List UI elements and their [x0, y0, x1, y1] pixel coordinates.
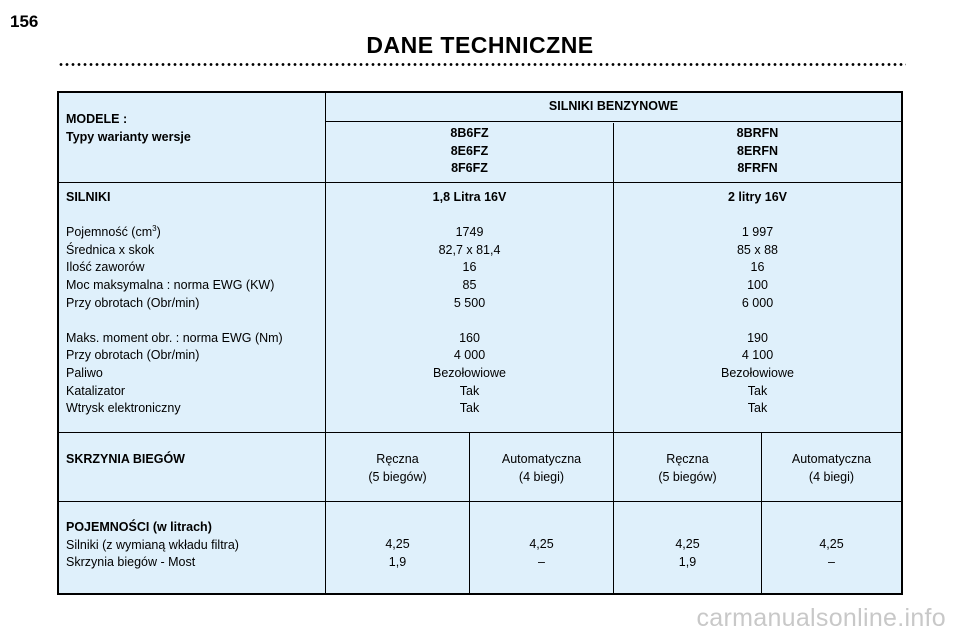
gearbox-type: Automatyczna — [501, 452, 582, 466]
spec-label: Maks. moment obr. : norma EWG (Nm) — [66, 330, 283, 345]
spec-value: 16 — [750, 260, 765, 275]
spec-value: 4 000 — [453, 348, 486, 363]
gearbox-option-cell — [326, 433, 469, 501]
spec-value: Bezołowiowe — [433, 365, 506, 380]
capacity-value: 4,25 — [529, 537, 554, 551]
col2-codes-cell — [614, 123, 901, 182]
capacity-value: 4,25 — [385, 537, 410, 551]
capacity-label: Silniki (z wymianą wkładu filtra) — [66, 537, 239, 552]
engine-col1-cell — [326, 183, 613, 432]
spec-label: Przy obrotach (Obr/min) — [66, 348, 200, 363]
spec-label: Wtrysk elektroniczny — [66, 401, 181, 416]
gearbox-row — [59, 433, 901, 502]
engine-col2-cell — [614, 183, 901, 432]
capacity-label: Skrzynia biegów - Most — [66, 555, 196, 570]
capacity-value: 1,9 — [678, 554, 697, 569]
gearbox-gears: (4 biegi) — [518, 469, 565, 484]
variants-label: Typy warianty wersje — [66, 129, 191, 144]
watermark: carmanualsonline.info — [696, 604, 946, 632]
spec-value: 1 997 — [741, 225, 774, 240]
group-label: SILNIKI BENZYNOWE — [548, 99, 679, 113]
group-label-cell — [326, 93, 901, 122]
capacity-value-cell — [326, 502, 469, 593]
spec-value: Bezołowiowe — [721, 365, 794, 380]
gearbox-option-cell — [614, 433, 761, 501]
spec-value: Tak — [747, 383, 768, 398]
engine-code: 8E6FZ — [450, 143, 489, 158]
gearbox-option-cell — [762, 433, 901, 501]
page-number: 156 — [10, 12, 39, 31]
col1-codes-cell — [326, 123, 613, 182]
spec-value: 160 — [459, 330, 480, 345]
spec-label: Przy obrotach (Obr/min) — [66, 295, 200, 310]
spec-value: Tak — [747, 401, 768, 416]
engine-code: 8B6FZ — [450, 126, 489, 140]
capacity-value-cell — [614, 502, 761, 593]
capacity-value-cell — [470, 502, 613, 593]
spec-value: Tak — [459, 401, 480, 416]
spec-label: Pojemność $(cm^3)$ — [66, 224, 161, 240]
models-cell — [66, 93, 326, 182]
engine-code: 8FRFN — [737, 161, 778, 176]
spec-value: 100 — [747, 277, 768, 292]
spec-label: Moc maksymalna : norma EWG (KW) — [66, 277, 275, 292]
engines-labels-cell — [66, 183, 326, 432]
spec-table — [57, 91, 903, 595]
gearbox-gears: (4 biegi) — [808, 469, 855, 484]
engines-section-label: SILNIKI — [66, 190, 111, 204]
spec-value: 85 — [462, 277, 477, 292]
gearbox-option-cell — [470, 433, 613, 501]
gearbox-gears: (5 biegów) — [658, 469, 717, 484]
spec-value: Tak — [459, 383, 480, 398]
gearbox-label-cell — [66, 433, 326, 501]
gearbox-gears: (5 biegów) — [368, 469, 427, 484]
spec-value: 1749 — [455, 225, 484, 240]
capacity-value: 1,9 — [388, 554, 407, 569]
dotted-rule — [58, 62, 906, 67]
spec-value: 85 x 88 — [736, 242, 778, 257]
capacities-section-label: POJEMNOŚCI (w litrach) — [66, 520, 212, 534]
engine-code: 8ERFN — [737, 143, 778, 158]
spec-value: 16 — [462, 260, 477, 275]
capacity-value: – — [538, 554, 545, 569]
capacity-value: – — [828, 554, 835, 569]
spec-label: Paliwo — [66, 365, 103, 380]
spec-value: 82,7 x 81,4 — [438, 242, 501, 257]
capacities-labels-cell — [66, 502, 326, 593]
engine-name: 2 litry 16V — [727, 190, 788, 204]
gearbox-type: Ręczna — [666, 452, 709, 466]
engine-code: 8F6FZ — [451, 161, 488, 176]
gearbox-type: Ręczna — [376, 452, 419, 466]
capacity-value-cell — [762, 502, 901, 593]
spec-label: Ilość zaworów — [66, 260, 145, 275]
models-label: MODELE : — [66, 112, 128, 126]
header-row — [59, 93, 901, 183]
page-title: DANE TECHNICZNE — [366, 32, 594, 58]
engine-code: 8BRFN — [736, 126, 779, 140]
spec-value: 5 500 — [453, 295, 486, 310]
spec-value: 190 — [747, 330, 768, 345]
spec-label: Średnica x skok — [66, 242, 155, 257]
spec-value: 6 000 — [741, 295, 774, 310]
gearbox-section-label: SKRZYNIA BIEGÓW — [66, 452, 185, 466]
engine-name: 1,8 Litra 16V — [432, 190, 507, 204]
spec-value: 4 100 — [741, 348, 774, 363]
gearbox-type: Automatyczna — [791, 452, 872, 466]
capacity-value: 4,25 — [819, 537, 844, 551]
engines-row — [59, 183, 901, 433]
capacity-value: 4,25 — [675, 537, 700, 551]
spec-label: Katalizator — [66, 383, 126, 398]
capacities-row — [59, 502, 901, 593]
